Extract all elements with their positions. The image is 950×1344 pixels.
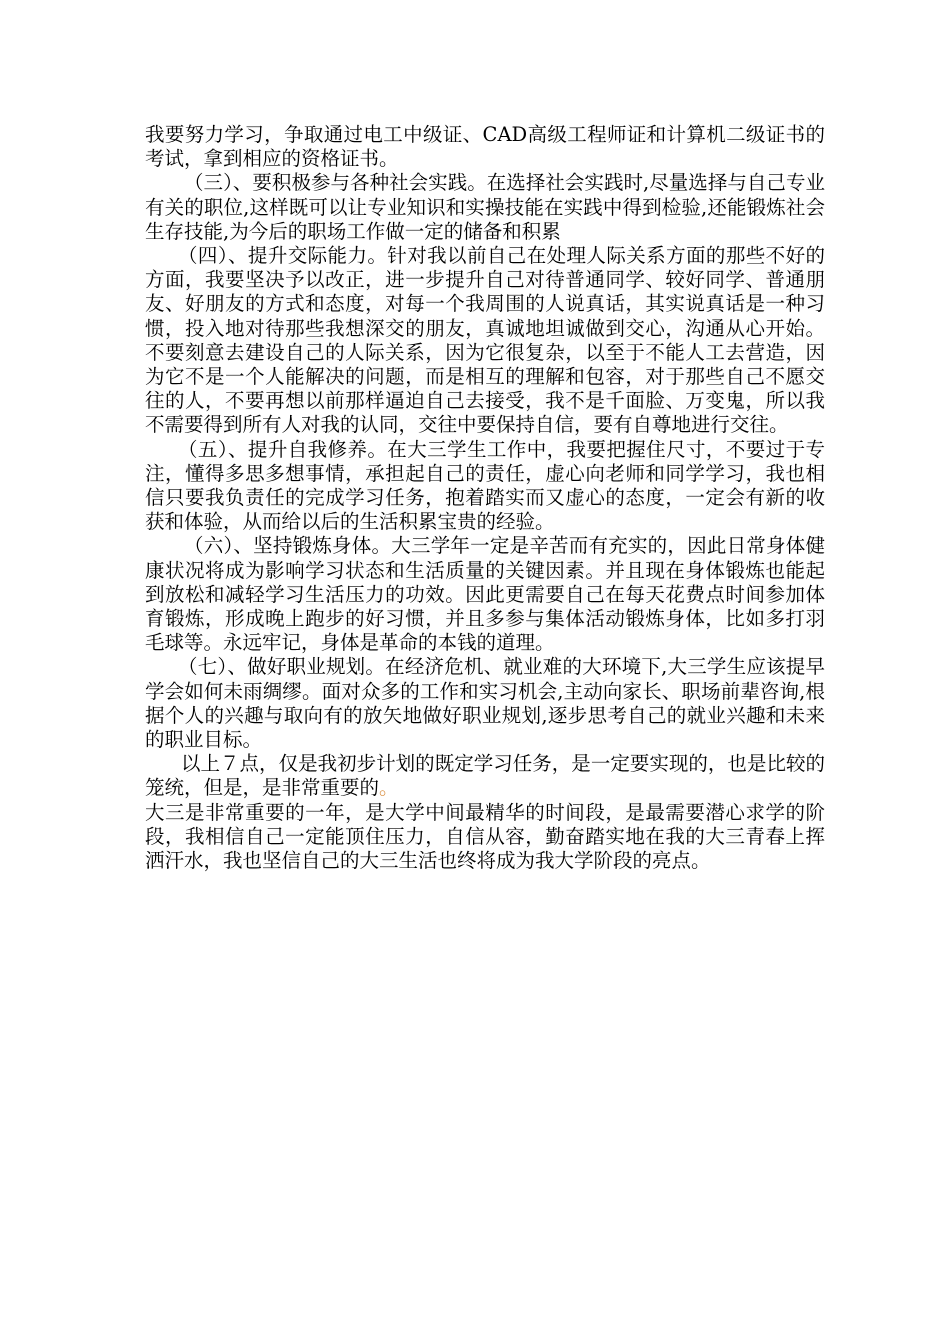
paragraph-career-planning: （七）、做好职业规划。在经济危机、就业难的大环境下,大三学生应该提早学会如何未雨绸缪。面对众多的工作和实习机会,主动向家长、职场前辈咨询,根据个人的兴趣与取向有的放矢地做好职业规划,逐步思考自己的就业兴趣和未来的职业目标。 (145, 655, 825, 752)
paragraph-self-cultivation: （五）、提升自我修养。在大三学生工作中，我要把握住尺寸，不要过于专注，懂得多思多想事情，承担起自己的责任，虚心向老师和同学学习，我也相信只要我负责任的完成学习任务，抱着踏实而又虚心的态度，一定会有新的收获和体验，从而给以后的生活积累宝贵的经验。 (145, 437, 825, 534)
summary-text: 以上７点，仅是我初步计划的既定学习任务，是一定要实现的，也是比较的笼统，但是，是非常重要的 (145, 752, 825, 800)
paragraph-certificates: 我要努力学习，争取通过电工中级证、CAD高级工程师证和计算机二级证书的考试，拿到相应的资格证书。 (145, 123, 825, 171)
summary-end-mark: 。 (379, 776, 399, 800)
paragraph-communication: （四）、提升交际能力。针对我以前自己在处理人际关系方面的那些不好的方面，我要坚决予以改正，进一步提升自己对待普通同学、较好同学、普通朋友、好朋友的方式和态度，对每一个我周围的人说真话，其实说真话是一种习惯，投入地对待那些我想深交的朋友，真诚地坦诚做到交心，沟通从心开始。不要刻意去建设自己的人际关系，因为它很复杂，以至于不能人工去营造，因为它不是一个人能解决的问题，而是相互的理解和包容，对于那些自己不愿交往的人，不要再想以前那样逼迫自己去接受，我不是千面脸、万变鬼，所以我不需要得到所有人对我的认同，交往中要保持自信，要有自尊地进行交往。 (145, 244, 825, 437)
paragraph-conclusion: 大三是非常重要的一年，是大学中间最精华的时间段，是最需要潜心求学的阶段，我相信自己一定能顶住压力，自信从容，勤奋踏实地在我的大三青春上挥洒汗水，我也坚信自己的大三生活也终将成为我大学阶段的亮点。 (145, 800, 825, 873)
paragraph-summary (145, 752, 825, 800)
document-body (145, 123, 825, 873)
paragraph-social-practice: （三）、要积极参与各种社会实践。在选择社会实践时,尽量选择与自己专业有关的职位,这样既可以让专业知识和实操技能在实践中得到检验,还能锻炼社会生存技能,为今后的职场工作做一定的储备和积累 (145, 171, 825, 243)
paragraph-exercise: （六）、坚持锻炼身体。大三学年一定是辛苦而有充实的，因此日常身体健康状况将成为影响学习状态和生活质量的关键因素。并且现在身体锻炼也能起到放松和减轻学习生活压力的功效。因此更需要自己在每天花费点时间参加体育锻炼，形成晚上跑步的好习惯，并且多参与集体活动锻炼身体，比如多打羽毛球等。永远牢记，身体是革命的本钱的道理。 (145, 534, 825, 655)
